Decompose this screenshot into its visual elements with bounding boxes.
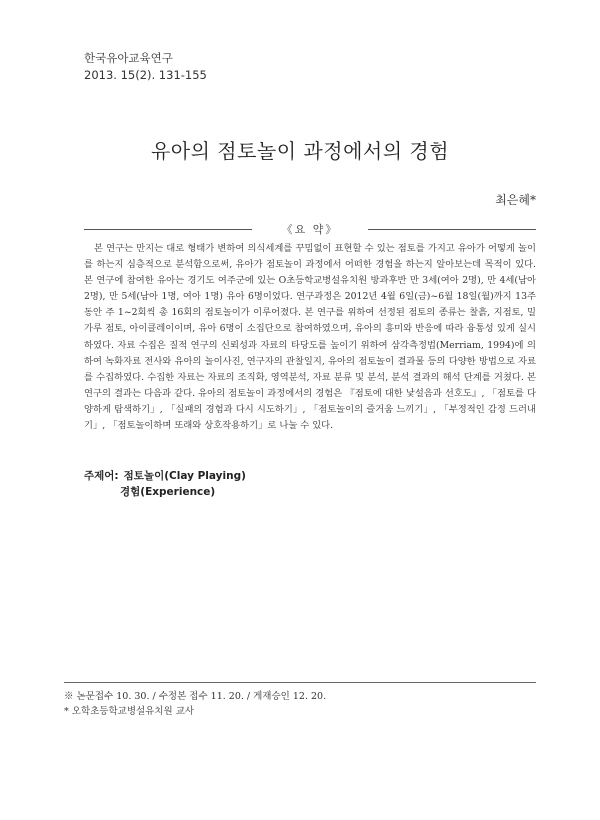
paper-title: 유아의 점토놀이 과정에서의 경험 — [150, 139, 450, 163]
abstract-header — [84, 222, 536, 236]
keyword-item: 경험(Experience) — [120, 486, 216, 498]
keywords-block — [84, 468, 246, 500]
abstract-heading: 《요 약》 — [281, 223, 339, 236]
journal-name: 한국유아교육연구 — [84, 51, 173, 65]
author-name: 최은혜* — [495, 193, 536, 207]
keywords-label: 주제어: — [84, 470, 119, 482]
footnote-affiliation: * 오학초등학교병설유치원 교사 — [64, 706, 195, 717]
abstract-rule-right — [368, 229, 536, 230]
footnotes — [64, 682, 536, 719]
keyword-item: 점토놀이(Clay Playing) — [123, 470, 246, 482]
abstract-body: 본 연구는 만지는 대로 형태가 변하여 의식세계를 꾸밈없이 표현할 수 있는 점토를 가지고 유아가 어떻게 놀이를 하는지 심층적으로 분석함으로써, 유아가 점토놀이 과정에서 어떠한 경험을 하는지 알아보는데 목적이 있다. 본 연구에 참여한 유아는 경기도 여주군에 있는 O초등학교병설유치원 방과후반 만 3세(여아 2명), 만 4세(남아 2명), 만 5세(남아 1명, 여아 1명) 유아 6명이었다. 연구과정은 2012년 4월 6일(금)~6월 18일(월)까지 13주 동안 주 1~2회씩 총 16회의 점토놀이가 이루어졌다. 본 연구를 위하여 선정된 점토의 종류는 찰흙, 지점토, 밀가루 점토, 아이클레이이며, 유아 6명이 소집단으로 참여하였으며, 유아의 흥미와 반응에 따라 융통성 있게 실시하였다. 자료 수집은 질적 연구의 신뢰성과 자료의 타당도를 높이기 위하여 삼각측정법(Merriam, 1994)에 의하여 녹화자료 전사와 유아의 놀이사진, 연구자의 관찰일지, 유아의 점토놀이 결과물 등의 다양한 방법으로 자료를 수집하였다. 수집한 자료는 자료의 조직화, 영역분석, 자료 분류 및 분석, 분석 결과의 해석 단계를 거쳤다. 본 연구의 결과는 다음과 같다. 유아의 점토놀이 과정에서의 경험은 『점토에 대한 낯설음과 선호도』, 「점토를 다양하게 탐색하기」, 「실패의 경험과 다시 시도하기」, 「점토놀이의 즐거움 느끼기」, 「부정적인 감정 드러내기」, 「점토놀이하며 또래와 상호작용하기」로 나눌 수 있다. — [84, 243, 536, 432]
journal-header — [84, 50, 207, 84]
journal-citation: 2013. 15(2). 131-155 — [84, 68, 207, 82]
footnote-dates: ※ 논문접수 10. 30. / 수정본 접수 11. 20. / 게재승인 12. 20. — [64, 691, 327, 702]
